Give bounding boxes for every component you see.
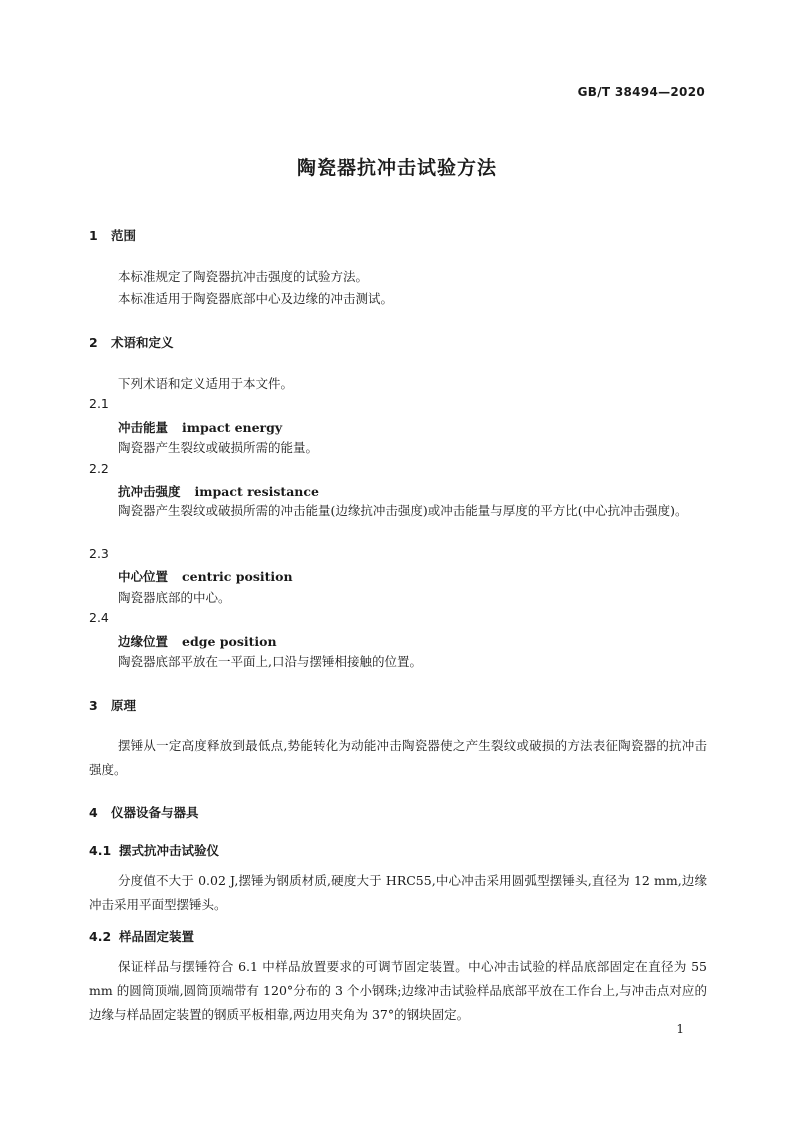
section-number: 4 bbox=[89, 805, 98, 820]
term-heading bbox=[118, 482, 319, 500]
subsection-4-1-paragraph: 分度值不大于 0.02 J,摆锤为钢质材质,硬度大于 HRC55,中心冲击采用圆弧型摆锤头,直径为 12 mm,边缘冲击采用平面型摆锤头。 bbox=[89, 873, 707, 912]
term-definition: 陶瓷器产生裂纹或破损所需的冲击能量(边缘抗冲击强度)或冲击能量与厚度的平方比(中心抗冲击强度)。 bbox=[118, 503, 688, 518]
section-title: 原理 bbox=[111, 698, 137, 713]
standard-code: GB/T 38494—2020 bbox=[577, 85, 705, 99]
subsection-4-1-heading bbox=[89, 841, 219, 859]
section-number: 3 bbox=[89, 698, 98, 713]
subsection-4-2-paragraph: 保证样品与摆锤符合 6.1 中样品放置要求的可调节固定装置。中心冲击试验的样品底部固定在直径为 55 mm 的圆筒顶端,圆筒顶端带有 120°分布的 3 个小钢珠;边缘冲击试验样品底部平放在工作台上,与冲击点对应的边缘与样品固定装置的钢质平板相靠,两边用夹角为 37°的钢块固定。 bbox=[89, 959, 707, 1022]
section-title: 范围 bbox=[111, 228, 137, 243]
subsection-title: 样品固定装置 bbox=[119, 929, 195, 944]
term-definition: 陶瓷器底部的中心。 bbox=[118, 590, 231, 605]
term-heading bbox=[118, 418, 282, 436]
term-chinese: 冲击能量 bbox=[118, 420, 169, 435]
term-chinese: 中心位置 bbox=[118, 569, 169, 584]
section-title: 术语和定义 bbox=[111, 335, 174, 350]
term-chinese: 边缘位置 bbox=[118, 634, 169, 649]
term-number: 2.4 bbox=[89, 610, 109, 625]
term-heading bbox=[118, 567, 293, 585]
section-number: 1 bbox=[89, 228, 98, 243]
document-title: 陶瓷器抗冲击试验方法 bbox=[296, 157, 497, 179]
section-1-paragraph-1: 本标准规定了陶瓷器抗冲击强度的试验方法。 bbox=[118, 269, 369, 284]
term-english: impact energy bbox=[182, 420, 283, 435]
subsection-4-2-heading bbox=[89, 927, 194, 945]
subsection-number: 4.2 bbox=[89, 929, 112, 944]
section-2-heading bbox=[89, 333, 174, 351]
subsection-title: 摆式抗冲击试验仪 bbox=[119, 843, 220, 858]
section-3-paragraph: 摆锤从一定高度释放到最低点,势能转化为动能冲击陶瓷器使之产生裂纹或破损的方法表征陶瓷器的抗冲击强度。 bbox=[89, 738, 707, 777]
term-english: impact resistance bbox=[194, 484, 319, 499]
term-heading bbox=[118, 632, 277, 650]
section-4-heading bbox=[89, 803, 199, 821]
section-title: 仪器设备与器具 bbox=[111, 805, 199, 820]
section-1-paragraph-2: 本标准适用于陶瓷器底部中心及边缘的冲击测试。 bbox=[118, 291, 394, 306]
term-number: 2.3 bbox=[89, 546, 109, 561]
term-english: edge position bbox=[182, 634, 277, 649]
term-number: 2.1 bbox=[89, 396, 109, 411]
term-definition: 陶瓷器产生裂纹或破损所需的能量。 bbox=[118, 440, 319, 455]
term-chinese: 抗冲击强度 bbox=[118, 484, 181, 499]
section-2-intro: 下列术语和定义适用于本文件。 bbox=[118, 376, 294, 391]
term-definition: 陶瓷器底部平放在一平面上,口沿与摆锤相接触的位置。 bbox=[118, 654, 422, 669]
page-number: 1 bbox=[676, 1022, 684, 1036]
subsection-number: 4.1 bbox=[89, 843, 112, 858]
section-3-heading bbox=[89, 696, 136, 714]
section-number: 2 bbox=[89, 335, 98, 350]
term-english: centric position bbox=[182, 569, 293, 584]
term-number: 2.2 bbox=[89, 461, 109, 476]
section-1-heading bbox=[89, 226, 136, 244]
